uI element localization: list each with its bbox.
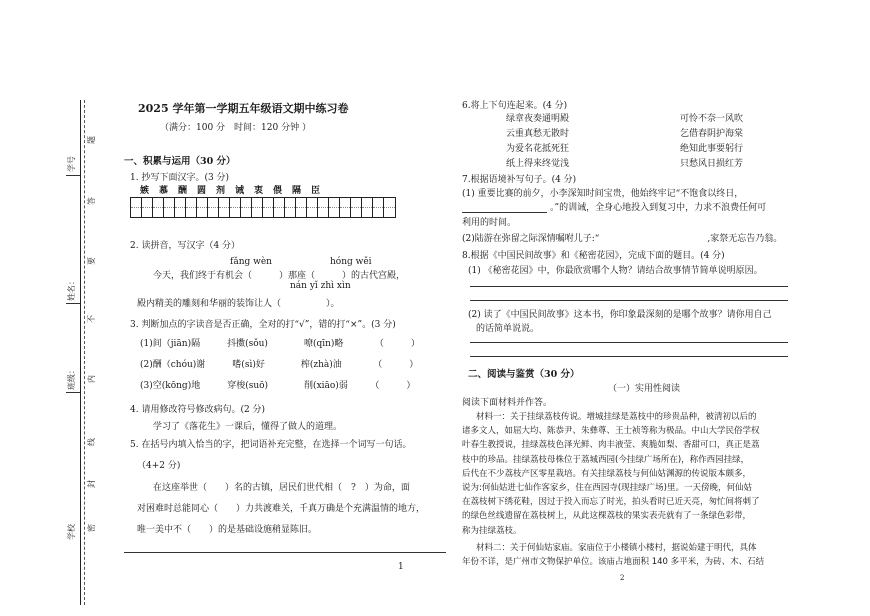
subsection-heading: （一）实用性阅读 xyxy=(608,384,681,394)
match-item[interactable]: 绝知此事要躬行 xyxy=(680,144,744,154)
question-8: 8.根据《中国民间故事》和《秘密花园》，完成下面的题目。(4 分) xyxy=(462,251,725,261)
question-3-row: (1)间（jiān)隔 抖擞(sǒu) 嘹(qīn)略 （ ） xyxy=(140,339,420,349)
writing-grid[interactable] xyxy=(130,197,396,218)
question-4: 4. 请用修改符号修改病句。(2 分) xyxy=(130,405,266,415)
exam-title: 2025 学年第一学期五年级语文期中练习卷 xyxy=(138,102,349,115)
question-2-line: 今天，我们终于有机会（ ）那座（ ）的古代宫殿， xyxy=(153,271,406,281)
question-7: 7.根据语境补写句子。(4 分) xyxy=(462,175,577,185)
question-7-line: (2)陆游在弥留之际深情嘱咐儿子:“ ,家祭无忘告乃翁。 xyxy=(462,234,783,244)
question-5-score: （4+2 分) xyxy=(137,461,181,471)
question-5-line: 对困难时总能同心（ ）力共渡难关，千真万确是个充满温情的地方， xyxy=(137,504,426,514)
match-item[interactable]: 乞借春阴护海棠 xyxy=(680,129,744,139)
material-line: 材料一：关于挂绿荔枝传说。增城挂绿是荔枝中的珍贵品种，被清初以后的 xyxy=(476,412,757,422)
material-line: 诸多文人，如屈大均、陈恭尹、朱彝尊、王士祯等称为极品。中山大学民俗学权 xyxy=(462,426,760,437)
material-line: 枝中的珍品。挂绿荔枝母株位于荔城西园(今挂绿广场所在)，称作西园挂绿， xyxy=(462,454,750,465)
seal-char: 密 xyxy=(87,524,96,532)
answer-line[interactable] xyxy=(470,342,788,343)
match-item[interactable]: 只愁风日损红芳 xyxy=(680,159,744,169)
pinyin: hóng wěi xyxy=(330,257,372,267)
match-item[interactable]: 可怜不奈一风吹 xyxy=(680,114,744,124)
question-7-line: 利用的时间。 xyxy=(462,218,517,228)
answer-line[interactable] xyxy=(470,286,788,287)
question-2: 2. 读拼音，写汉字（4 分） xyxy=(130,241,241,251)
answer-line[interactable] xyxy=(470,300,788,301)
question-8-part-1: (1) 《秘密花园》中，你最欣赏哪个人物？请结合故事情节简单说明原因。 xyxy=(468,266,763,276)
page-bottom-rule xyxy=(124,552,446,553)
question-2-line: 殿内精美的雕刻和华丽的装饰让人（ ）。 xyxy=(137,299,340,309)
seal-char: 不 xyxy=(87,315,96,323)
student-id-label: 学号 xyxy=(67,156,76,172)
question-5-line: 唯一美中不（ ）的是基础设施稍显陈旧。 xyxy=(137,525,318,535)
question-3-row: (2)酬（chóu)谢 嗜(sì)好 榨(zhà)油 （ ） xyxy=(140,360,419,370)
answer-blank[interactable] xyxy=(462,212,547,213)
question-7-line: (1) 重要比赛的前夕，小李深知时间宝贵，他始终牢记“不饱食以终日， xyxy=(462,189,744,199)
match-right-column xyxy=(680,112,743,172)
exam-subtitle: （满分：100 分 时间：120 分钟 ） xyxy=(160,123,311,133)
question-5-line: 在这座举世（ ）名的古镇，居民们世代相（ ? ）为命，面 xyxy=(153,483,410,493)
copy-characters: 嫉 慕 酬 圆 剂 诫 衷 偎 隔 臣 xyxy=(140,186,321,196)
class-label: 班级： xyxy=(67,366,76,390)
page-number: 1 xyxy=(398,562,404,572)
pinyin: fǎng wèn xyxy=(230,257,272,267)
question-1: 1. 抄写下面汉字。(3 分) xyxy=(130,173,230,183)
question-3: 3. 判断加点的字读音是否正确，全对的打“√”，错的打“×”。(3 分) xyxy=(130,320,396,330)
seal-char: 题 xyxy=(87,136,96,144)
question-5: 5. 在括号内填入恰当的字，把词语补充完整，在选择一个词写一句话。 xyxy=(130,440,412,450)
match-item[interactable]: 云重真愁无散时 xyxy=(506,129,570,139)
seal-char: 答 xyxy=(87,197,96,205)
question-6: 6.将上下句连起来。(4 分) xyxy=(462,101,568,111)
school-label: 学校 xyxy=(67,524,76,540)
seal-char: 封 xyxy=(87,480,96,488)
question-7-line: 。”的训诫，全身心地投入到复习中，力求不浪费任何可 xyxy=(550,203,767,213)
reading-intro: 阅读下面材料并作答。 xyxy=(462,398,553,408)
pinyin: nán yǐ zhì xìn xyxy=(290,281,351,291)
match-left-column xyxy=(506,112,569,172)
seal-char: 线 xyxy=(87,438,96,446)
material-line: 称为挂绿荔枝。 xyxy=(462,525,522,536)
question-4-sentence: 学习了《落花生》一课后，懂得了做人的道理。 xyxy=(153,422,343,432)
match-item[interactable]: 纸上得来终觉浅 xyxy=(506,159,570,169)
material-line: 后代在不少荔枝产区零星栽培。有关挂绿荔枝与何仙姑渊源的传说版本颇多， xyxy=(462,468,752,479)
answer-line[interactable] xyxy=(470,356,788,357)
question-3-row: (3)空(kōng)地 穿梭(suō) 削(xiāo)弱 （ ） xyxy=(140,381,416,391)
seal-char: 内 xyxy=(87,375,96,383)
question-8-part-2: (2) 读了《中国民间故事》这本书，你印象最深刻的是哪个故事？请你用自己 xyxy=(468,310,772,320)
material-line: 的绿色丝线遗留在荔枝树上，从此这棵荔枝的果实表壳就有了一条绿色彩带， xyxy=(462,511,752,522)
material-line: 材料二：关于何仙姑家庙。家庙位于小楼镇小楼村，据说始建于明代，具体 xyxy=(476,542,757,553)
section-heading: 一、积累与运用（30 分） xyxy=(124,156,236,167)
name-label: 姓名： xyxy=(67,277,76,301)
material-line: 在荔枝树下绣花鞋，因过于投入而忘了时光，拍头看时已近天亮，匆忙间将刺了 xyxy=(462,497,760,508)
match-item[interactable]: 为爱名花抵死狂 xyxy=(506,144,570,154)
question-8-part-2-cont: 的话简单说说。 xyxy=(476,324,540,334)
page-number: 2 xyxy=(620,574,625,582)
material-line: 年份不详，是广州市文物保护单位。该庙占地面积 140 多平米，为砖、木、石结 xyxy=(462,557,765,568)
material-line: 叶春生教授说，挂绿荔枝色泽光鲜、肉丰液莹、爽脆如梨、香甜可口，真正是荔 xyxy=(462,440,760,451)
material-line: 说为:何仙姑进七仙作客家乡，住在西园寺(现挂绿广场)里。一天傍晚，何仙姑 xyxy=(462,483,752,494)
material-1 xyxy=(462,410,764,569)
match-item[interactable]: 绿章夜奏通明殿 xyxy=(506,114,570,124)
section-heading: 二、阅读与鉴赏（30 分） xyxy=(468,369,580,380)
seal-char: 要 xyxy=(87,257,96,265)
